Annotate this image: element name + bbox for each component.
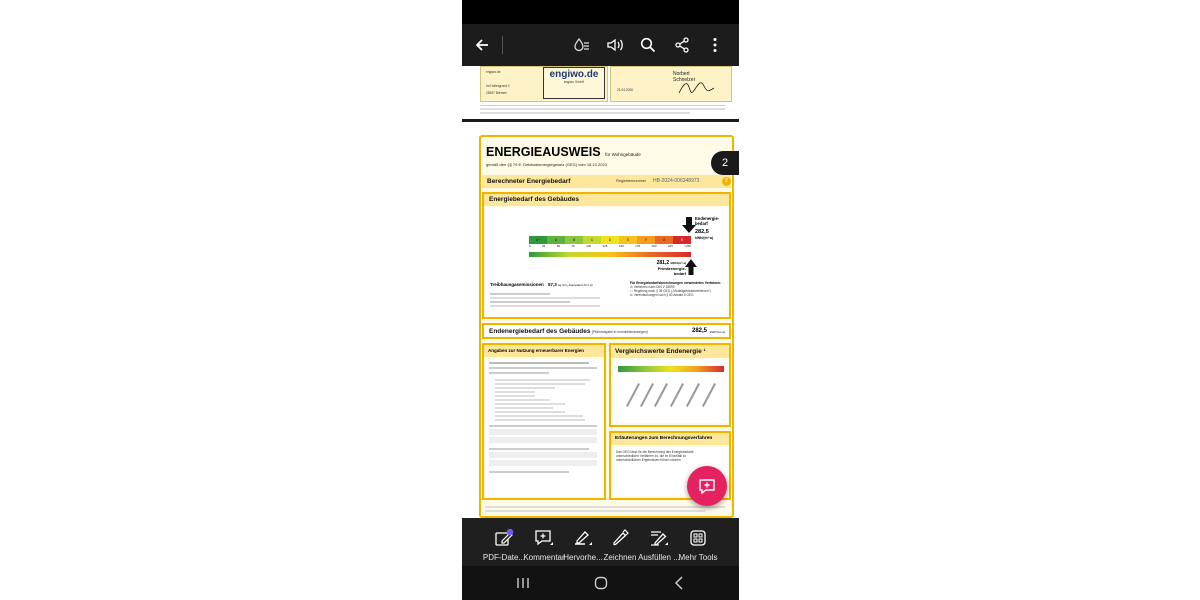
class-e: E — [619, 236, 637, 244]
signature-date: 21.04.2026 — [617, 88, 633, 92]
end-energy-unit: kWh/(m²·a) — [710, 330, 725, 334]
pdf-viewer[interactable] — [462, 66, 739, 518]
tick-label: 25 — [542, 244, 546, 248]
page-number-badge: 2 — [722, 177, 731, 186]
class-a: A — [547, 236, 565, 244]
reg-label: Registriernummer — [616, 179, 647, 183]
energy-class-scale — [529, 236, 691, 244]
tick-label: 50 — [556, 244, 561, 248]
class-g: G — [655, 236, 673, 244]
method-item: ☒ Vereinfachungen nach § 50 Absatz 4 GEG — [630, 293, 694, 298]
box-header — [484, 345, 604, 357]
energy-scale-area — [486, 207, 727, 317]
ghg-label: Treibhausgasemissionen — [490, 282, 544, 287]
end-energy-value: 282,5 — [692, 328, 708, 334]
pdf-page — [462, 122, 739, 518]
tool-more[interactable] — [678, 518, 718, 566]
city-line: 28357 Bremen — [486, 91, 507, 95]
method-item: ☐ Regelung nach § 35 GEG („Modellgebäudeverfahren“) — [630, 289, 711, 294]
comparison-chart — [613, 360, 727, 423]
read-aloud-icon[interactable] — [601, 24, 629, 66]
subtitle: gemäß den §§ 79 ff. Gebäudeenergiegesetz (GEG) vom 16.10.2023 — [486, 162, 607, 167]
footnote-line — [480, 112, 690, 114]
home-icon[interactable] — [581, 566, 621, 600]
company-url: engiwo.de — [486, 70, 501, 74]
divider — [502, 36, 503, 54]
endenergy-value — [695, 229, 727, 241]
requirement-lines — [490, 291, 610, 309]
renewable-box — [482, 343, 606, 500]
company-stamp — [543, 67, 605, 99]
tick-label: 0 — [529, 244, 531, 248]
address-line: Im Hollergrund 3 — [486, 84, 510, 88]
tick-label: 225 — [667, 244, 673, 248]
tick-label: 200 — [651, 244, 657, 248]
endenergy-number: 282,5 — [695, 229, 709, 235]
class-h: H — [673, 236, 691, 244]
tool-label: Kommentar — [523, 553, 565, 562]
primary-unit: kWh/(m²·a) — [670, 261, 686, 265]
section-title: Berechneter Energiebedarf — [487, 178, 571, 185]
tick-label: 175 — [635, 244, 641, 248]
renewable-title: Angaben zur Nutzung erneuerbarer Energien — [488, 348, 585, 353]
endenergy-arrow-icon — [682, 217, 696, 233]
class-d: D — [601, 236, 619, 244]
title-suffix: für Wohngebäude — [605, 152, 641, 157]
box-header — [611, 345, 729, 358]
page-number-indicator: 2 — [711, 151, 739, 175]
page-footnotes — [485, 504, 725, 514]
more-vertical-icon[interactable] — [701, 24, 729, 66]
reg-number: HB-2024-006348973 — [653, 178, 700, 184]
class-c: C — [583, 236, 601, 244]
tool-label: PDF-Date... — [482, 553, 526, 562]
endenergy-label: Endenergie-bedarf — [695, 216, 720, 226]
endenergy-unit: kWh/(m²·a) — [695, 236, 714, 240]
end-energy-bar — [482, 323, 731, 339]
class-a-plus: A+ — [529, 236, 547, 244]
comment-icon — [532, 528, 556, 548]
system-nav-bar — [462, 566, 739, 600]
energy-demand-box — [482, 192, 731, 319]
footnote-rule — [480, 105, 725, 106]
add-comment-fab[interactable] — [687, 466, 727, 506]
bottom-toolbar — [462, 518, 739, 566]
ghg-row — [490, 282, 593, 287]
back-arrow-icon[interactable] — [468, 24, 496, 66]
ghg-value: 57,3 — [548, 282, 557, 287]
primary-label: Primärenergie-bedarf — [657, 266, 686, 276]
class-f: F — [637, 236, 655, 244]
box-title: Energiebedarf des Gebäudes — [489, 196, 579, 203]
primary-energy-scale — [529, 252, 691, 257]
search-icon[interactable] — [634, 24, 662, 66]
box-header — [611, 433, 729, 445]
fill-sign-icon — [647, 528, 671, 548]
tool-label: Zeichnen — [603, 553, 637, 562]
tool-label: Hervorhe... — [563, 553, 603, 562]
status-bar — [462, 0, 739, 24]
reading-mode-icon[interactable] — [568, 24, 596, 66]
tick-label: 150 — [618, 244, 624, 248]
issuer-stamp-box — [480, 66, 608, 102]
phone-screen — [462, 0, 739, 600]
top-app-bar — [462, 24, 739, 66]
signer-name: Norbert Schnelzer — [673, 71, 696, 83]
pdf-edit-icon — [492, 528, 516, 548]
box-header — [484, 194, 729, 206]
primary-number: 281,2 — [656, 260, 670, 266]
primary-arrow-icon — [685, 259, 697, 275]
certificate-frame — [479, 135, 734, 518]
tick-label: 100 — [586, 244, 592, 248]
tool-label: Ausfüllen ... — [638, 553, 680, 562]
share-icon[interactable] — [668, 24, 696, 66]
stamp-company-name: engiwo GmbH — [563, 80, 585, 84]
signature-box — [610, 66, 732, 102]
page-title: ENERGIEAUSWEIS — [486, 145, 601, 159]
scale-ticks — [529, 244, 691, 248]
comment-add-icon — [698, 477, 716, 495]
explanation-title: Erläuterungen zum Berechnungsverfahren — [615, 436, 713, 441]
handwritten-signature — [677, 79, 717, 97]
end-energy-title: Endenergiebedarf des Gebäudes — [489, 328, 591, 335]
certificate-header — [486, 143, 641, 167]
class-b: B — [565, 236, 583, 244]
method-section — [630, 281, 725, 298]
comparison-box — [609, 343, 731, 427]
explanation-text: Das GEG lässt für die Berechnung des Energiebedarfs unterschiedliche Verfahren zu, die im Einzelfall zu unterschiedlichen Ergebnissen führen können. — [616, 450, 694, 463]
recent-apps-icon[interactable] — [503, 566, 543, 600]
stamp-logo: engiwo.de — [549, 69, 599, 80]
comparison-title: Vergleichswerte Endenergie ¹ — [615, 348, 706, 355]
back-icon[interactable] — [659, 566, 699, 600]
more-tools-icon — [686, 528, 710, 548]
method-item: ☒ Verfahren nach DIN V 18599 — [630, 285, 675, 289]
tick-label: 75 — [571, 244, 575, 248]
end-energy-note: [Pflichtangabe in Immobilienanzeigen] — [592, 330, 648, 334]
tick-label: >250 — [684, 244, 691, 248]
previous-page-fragment — [462, 66, 739, 119]
ghg-unit: kg CO₂-Äquivalent /(m²·a) — [558, 283, 593, 287]
comparison-scale — [618, 366, 724, 372]
comparison-labels — [618, 380, 724, 418]
footnote-line — [480, 108, 725, 110]
tick-label: 125 — [602, 244, 608, 248]
tool-label: Mehr Tools — [678, 553, 718, 562]
renewable-content — [486, 359, 602, 497]
section-bar — [482, 175, 731, 188]
highlight-icon — [571, 528, 595, 548]
draw-icon — [608, 528, 632, 548]
method-title: Für Energiebedarfsberechnungen verwendetes Verfahren: — [630, 281, 722, 285]
